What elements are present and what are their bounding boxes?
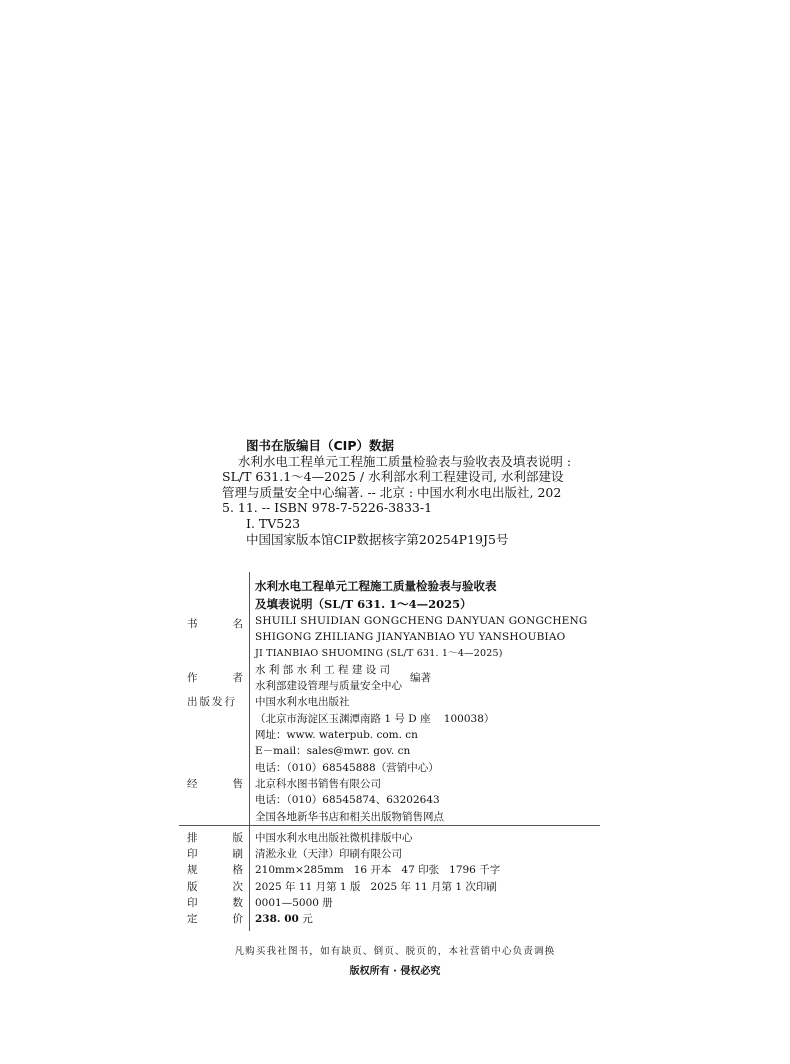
typesetting-value: 中国水利水电出版社微机排版中心	[255, 831, 413, 844]
format-value: 210mm×285mm 16 开本 47 印张 1796 千字	[255, 864, 501, 877]
typesetting-row	[179, 825, 600, 846]
distributor-network: 全国各地新华书店和相关出版物销售网点	[255, 810, 444, 823]
copyright-info-table	[179, 572, 600, 931]
print-run-label: 印 数	[187, 897, 243, 910]
author-name-1: 水 利 部 水 利 工 程 建 设 司	[255, 663, 391, 676]
publisher-email: E－mail：sales@mwr. gov. cn	[255, 745, 411, 758]
publisher-name: 中国水利水电出版社	[255, 696, 350, 709]
edition-label: 版 次	[187, 880, 243, 893]
price-unit: 元	[302, 913, 313, 926]
format-label: 规 格	[187, 864, 243, 877]
printing-label: 印 刷	[187, 848, 243, 861]
edition-value: 2025 年 11 月第 1 版 2025 年 11 月第 1 次印刷	[255, 880, 497, 893]
author-role: 编著	[410, 672, 431, 685]
book-title-row	[179, 572, 600, 662]
price-row	[179, 911, 600, 930]
publisher-phone: 电话：（010）68545888（营销中心）	[255, 761, 439, 774]
print-run-row	[179, 895, 600, 911]
copyright-notice: 版权所有 · 侵权必究	[349, 966, 441, 977]
distributor-label: 经 售	[187, 777, 243, 790]
print-run-value: 0001—5000 册	[255, 897, 333, 910]
book-title-line2: 及填表说明（SL/T 631. 1～4—2025）	[255, 596, 472, 611]
publisher-address: （北京市海淀区玉渊潭南路 1 号 D 座 100038）	[255, 712, 495, 725]
typesetting-label: 排 版	[187, 831, 243, 844]
distributor-name: 北京科水图书销售有限公司	[255, 777, 381, 790]
book-title-label: 书 名	[187, 617, 243, 630]
publisher-website: 网址：www. waterpub. com. cn	[255, 729, 418, 742]
replacement-notice: 凡购买我社图书，如有缺页、倒页、脱页的，本社营销中心负责调换	[234, 946, 556, 957]
printing-value: 清淞永业（天津）印刷有限公司	[255, 848, 402, 861]
book-title-pinyin-line2: SHIGONG ZHILIANG JIANYANBIAO YU YANSHOUBIAO	[255, 631, 566, 644]
price-label: 定 价	[187, 913, 243, 926]
cip-entry: 水利水电工程单元工程施工质量检验表与验收表及填表说明 : SL/T 631.1～4—2025 / 水利部水利工程建设司, 水利部建设管理与质量安全中心编著. -- 北京 : 中国水利水电出版社, 2025. 11. -- ISBN 978-7-5226-3833-1	[222, 453, 576, 516]
cip-classification: Ⅰ. TV523	[246, 515, 301, 531]
publisher-row	[179, 694, 600, 775]
cip-title: 图书在版编目（CIP）数据	[246, 438, 394, 453]
author-name-2: 水利部建设管理与质量安全中心	[255, 680, 402, 693]
book-title-line1: 水利水电工程单元工程施工质量检验表与验收表	[255, 579, 497, 593]
author-label: 作 者	[187, 672, 243, 685]
edition-row	[179, 879, 600, 895]
format-row	[179, 862, 600, 878]
distributor-phone: 电话：（010）68545874、63202643	[255, 794, 440, 807]
publisher-label: 出版发行	[187, 696, 237, 709]
cip-record-number: 中国国家版本馆CIP数据核字第20254P19J5号	[246, 531, 509, 547]
distributor-row	[179, 776, 600, 825]
cip-block	[222, 438, 576, 547]
author-row	[179, 662, 600, 695]
price-amount: 238. 00	[255, 913, 299, 926]
book-title-pinyin-line1: SHUILI SHUIDIAN GONGCHENG DANYUAN GONGCHENG	[255, 615, 588, 627]
book-title-pinyin-line3: JI TIANBIAO SHUOMING (SL/T 631. 1～4—2025)	[255, 647, 503, 659]
printing-row	[179, 846, 600, 862]
